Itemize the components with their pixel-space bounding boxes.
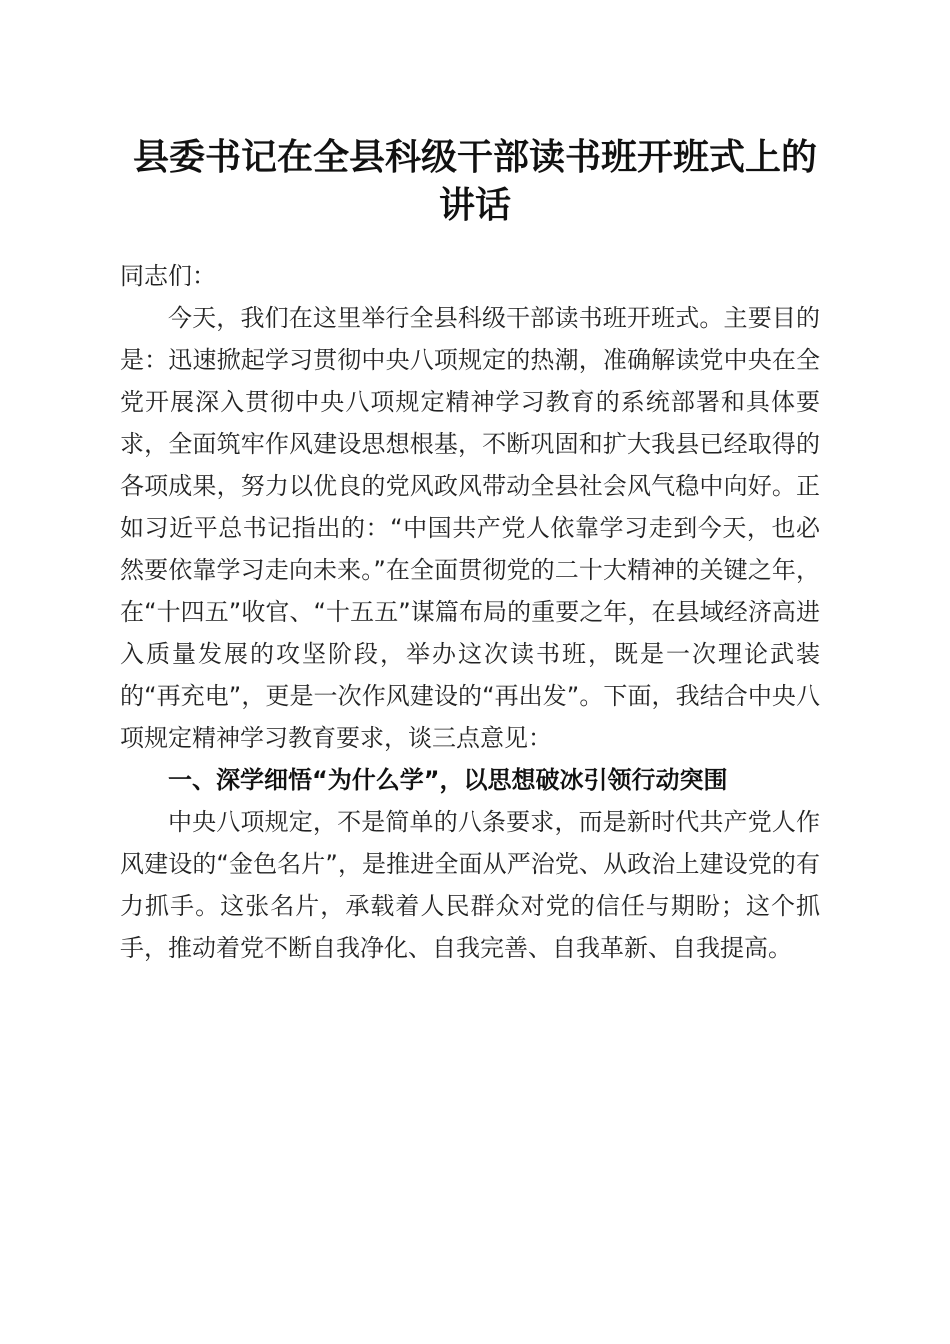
section-heading: 一、深学细悟“为什么学”，以思想破冰引领行动突围 — [168, 766, 728, 794]
section-paragraph: 中央八项规定，不是简单的八条要求，而是新时代共产党人作风建设的“金色名片”，是推进全面从严治党、从政治上建设党的有力抓手。这张名片，承载着人民群众对党的信任与期盼；这个抓手，推动着党不断自我净化、自我完善、自我革新、自我提高。 — [120, 808, 820, 962]
intro-paragraph: 今天，我们在这里举行全县科级干部读书班开班式。主要目的是：迅速掀起学习贯彻中央八项规定的热潮，准确解读党中央在全党开展深入贯彻中央八项规定精神学习教育的系统部署和具体要求，全面筑牢作风建设思想根基，不断巩固和扩大我县已经取得的各项成果，努力以优良的党风政风带动全县社会风气稳中向好。正如习近平总书记指出的：“中国共产党人依靠学习走到今天，也必然要依靠学习走向未来。”在全面贯彻党的二十大精神的关键之年，在“十四五”收官、“十五五”谋篇布局的重要之年，在县域经济高进入质量发展的攻坚阶段，举办这次读书班，既是一次理论武装的“再充电”，更是一次作风建设的“再出发”。下面，我结合中央八项规定精神学习教育要求，谈三点意见： — [120, 304, 820, 752]
document-title: 县委书记在全县科级干部读书班开班式上的讲话 — [132, 136, 817, 226]
salutation: 同志们： — [120, 262, 216, 290]
document-body — [120, 255, 820, 969]
